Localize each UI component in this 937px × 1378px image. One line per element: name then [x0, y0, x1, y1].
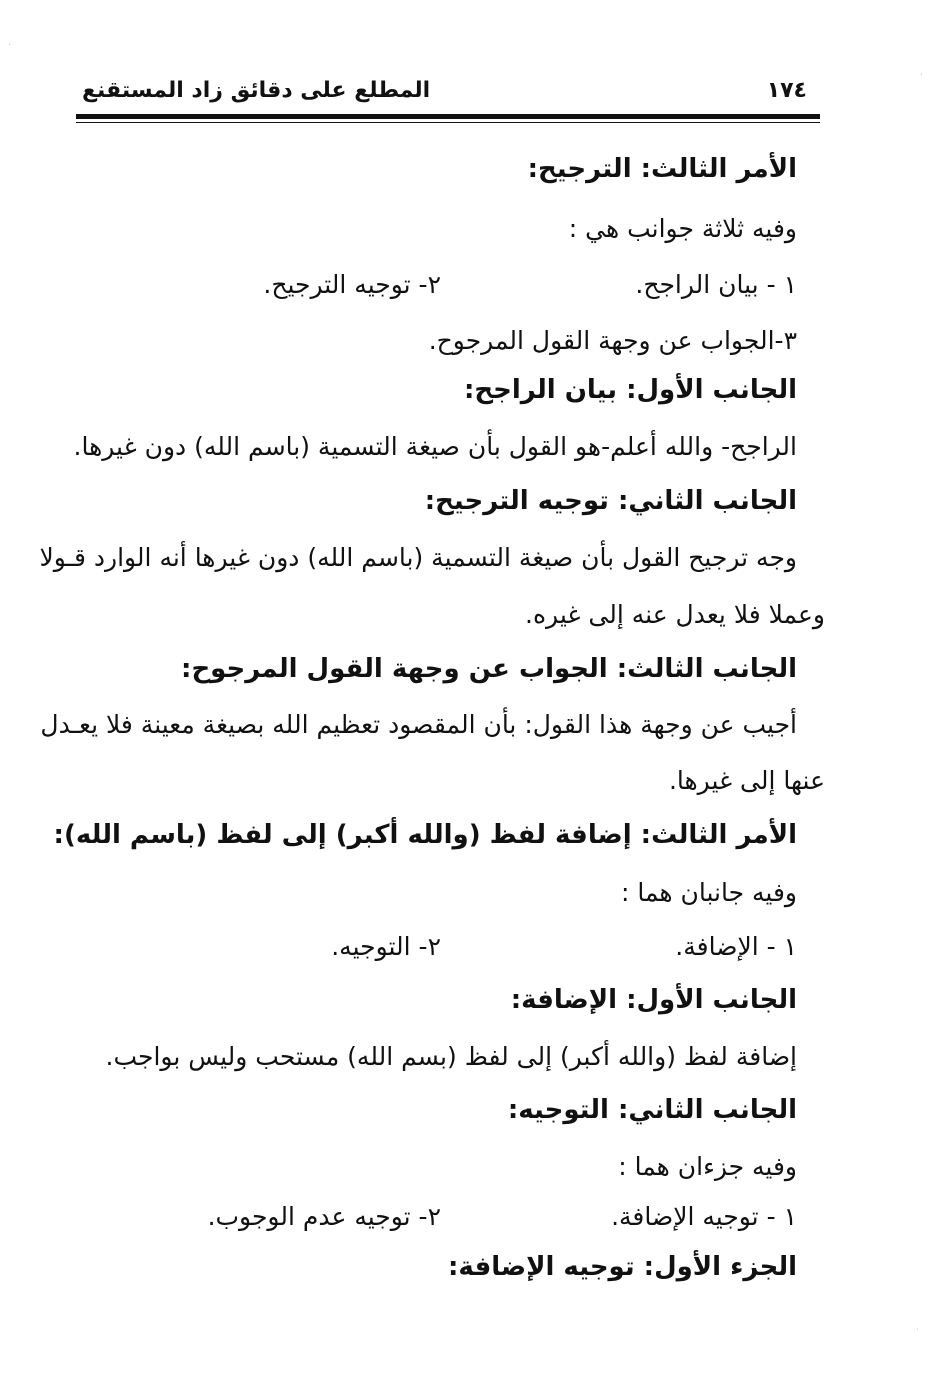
running-header-title: المطلع على دقائق زاد المستقنع	[82, 78, 431, 103]
paragraph-line: وعملا فلا يعدل عنه إلى غيره.	[525, 600, 825, 629]
header-rule-thick	[76, 114, 820, 119]
subsection-heading: الجانب الثالث: الجواب عن وجهة القول المرجوح:	[181, 654, 797, 684]
list-item: ١ - الإضافة.	[675, 932, 797, 961]
section-heading: الأمر الثالث: إضافة لفظ (والله أكبر) إلى لفظ (باسم الله):	[53, 820, 797, 850]
page-number: ١٧٤	[766, 78, 807, 103]
section-heading: الأمر الثالث: الترجيح:	[527, 154, 797, 184]
list-item: ٢- توجيه الترجيح.	[263, 270, 441, 299]
paragraph-line: أجيب عن وجهة هذا القول: بأن المقصود تعظيم الله بصيغة معينة فلا يعـدل	[40, 710, 797, 739]
scan-margin-mark: ·	[915, 1325, 919, 1336]
paragraph-line: وفيه جانبان هما :	[620, 878, 797, 907]
paragraph-line: الراجح- والله أعلم-هو القول بأن صيغة التسمية (باسم الله) دون غيرها.	[73, 432, 797, 461]
list-item: ١ - توجيه الإضافة.	[611, 1202, 797, 1231]
list-item: ٢- توجيه عدم الوجوب.	[207, 1202, 441, 1231]
paragraph-line: إضافة لفظ (والله أكبر) إلى لفظ (بسم الله) مستحب وليس بواجب.	[105, 1042, 797, 1071]
paragraph-line: عنها إلى غيرها.	[668, 766, 825, 795]
subsection-heading: الجانب الثاني: توجيه الترجيح:	[424, 486, 797, 516]
subsection-heading: الجانب الثاني: التوجيه:	[507, 1095, 797, 1125]
list-item: ٣-الجواب عن وجهة القول المرجوح.	[428, 326, 797, 355]
paragraph-line: وفيه ثلاثة جوانب هي :	[568, 214, 797, 243]
subsection-heading: الجانب الأول: الإضافة:	[510, 985, 797, 1015]
header-rule-thin	[76, 122, 820, 123]
subsection-heading: الجزء الأول: توجيه الإضافة:	[448, 1252, 797, 1282]
paragraph-line: وفيه جزءان هما :	[618, 1152, 797, 1181]
paragraph-line: وجه ترجيح القول بأن صيغة التسمية (باسم الله) دون غيرها أنه الوارد قـولا	[39, 543, 797, 572]
scan-margin-mark: ·	[8, 40, 12, 51]
list-item: ٢- التوجيه.	[331, 932, 441, 961]
list-item: ١ - بيان الراجح.	[635, 270, 797, 299]
subsection-heading: الجانب الأول: بيان الراجح:	[464, 375, 797, 405]
scan-margin-mark: ·	[919, 70, 923, 81]
